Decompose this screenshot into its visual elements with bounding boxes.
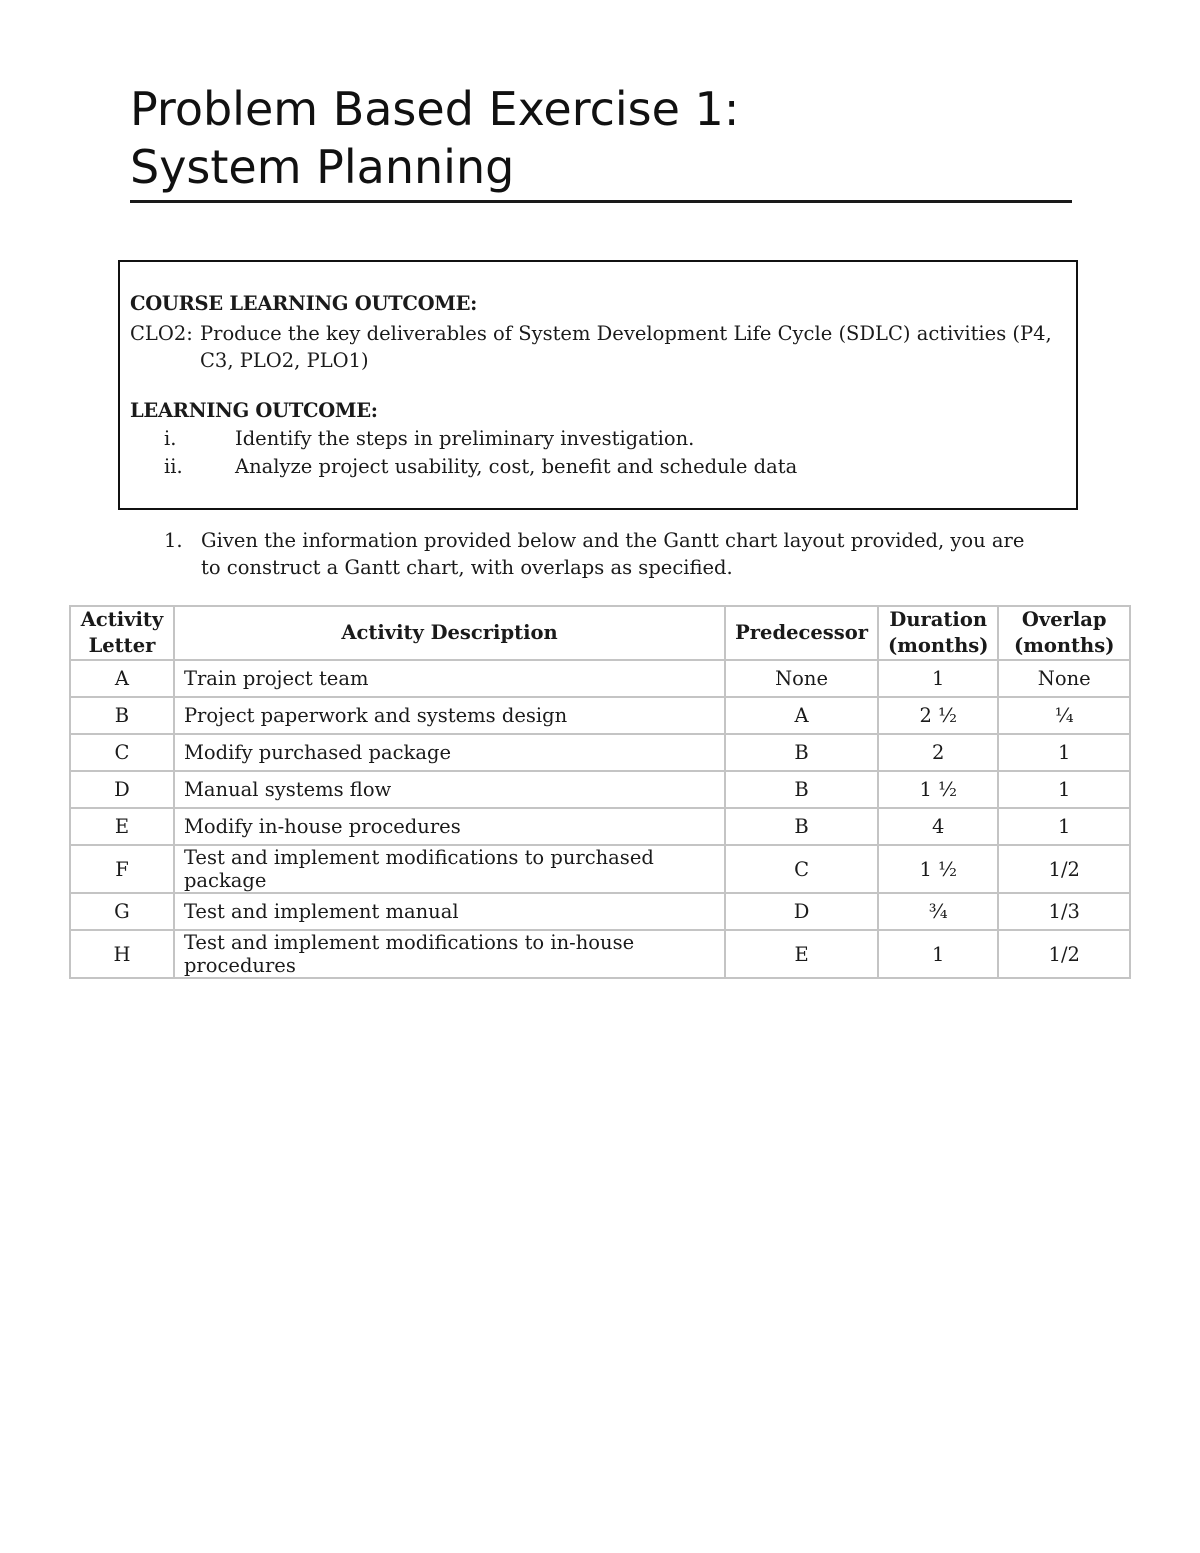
cell-predecessor: None bbox=[725, 660, 878, 697]
cell-overlap: 1 bbox=[998, 771, 1130, 808]
cell-predecessor: E bbox=[725, 930, 878, 978]
cell-predecessor: D bbox=[725, 893, 878, 930]
table-row bbox=[70, 845, 1130, 893]
learning-outcome-text: Identify the steps in preliminary investigation. bbox=[235, 427, 695, 450]
table-row bbox=[70, 808, 1130, 845]
cell-duration: 1 ½ bbox=[878, 771, 998, 808]
table-row bbox=[70, 930, 1130, 978]
cell-duration: 1 ½ bbox=[878, 845, 998, 893]
page-title bbox=[130, 80, 1072, 203]
clo-code: CLO2: bbox=[130, 322, 193, 345]
course-outcome-heading: COURSE LEARNING OUTCOME: bbox=[130, 292, 478, 315]
learning-outcome-item bbox=[130, 425, 1066, 453]
cell-duration: 1 bbox=[878, 660, 998, 697]
header-activity-letter-line2: Letter bbox=[88, 634, 156, 657]
cell-duration: 4 bbox=[878, 808, 998, 845]
learning-outcome-heading: LEARNING OUTCOME: bbox=[130, 399, 378, 422]
cell-overlap: ¼ bbox=[998, 697, 1130, 734]
title-line-2: System Planning bbox=[130, 140, 515, 194]
learning-outcome-item bbox=[130, 453, 1066, 481]
cell-predecessor: A bbox=[725, 697, 878, 734]
cell-activity-description: Project paperwork and systems design bbox=[174, 697, 725, 734]
question-instruction bbox=[164, 527, 1044, 581]
cell-predecessor: B bbox=[725, 734, 878, 771]
cell-duration: ¾ bbox=[878, 893, 998, 930]
clo-text: Produce the key deliverables of System Development Life Cycle (SDLC) activities (P4, C3, PLO2, PLO1) bbox=[200, 322, 1052, 372]
cell-predecessor: B bbox=[725, 771, 878, 808]
activity-table bbox=[69, 605, 1131, 979]
cell-duration: 2 bbox=[878, 734, 998, 771]
cell-activity-letter: C bbox=[70, 734, 174, 771]
learning-outcome-text: Analyze project usability, cost, benefit and schedule data bbox=[235, 455, 798, 478]
table-header-row bbox=[70, 606, 1130, 660]
header-activity-letter bbox=[70, 606, 174, 660]
table-row bbox=[70, 697, 1130, 734]
cell-activity-letter: G bbox=[70, 893, 174, 930]
cell-activity-letter: E bbox=[70, 808, 174, 845]
cell-activity-letter: H bbox=[70, 930, 174, 978]
clo-statement bbox=[130, 320, 1066, 374]
header-activity-description: Activity Description bbox=[174, 606, 725, 660]
cell-activity-description: Test and implement modifications to in-house procedures bbox=[174, 930, 725, 978]
table-row bbox=[70, 660, 1130, 697]
cell-overlap: None bbox=[998, 660, 1130, 697]
table-row bbox=[70, 734, 1130, 771]
cell-activity-description: Test and implement manual bbox=[174, 893, 725, 930]
learning-outcome-number: i. bbox=[164, 427, 177, 450]
title-line-1: Problem Based Exercise 1: bbox=[130, 82, 740, 136]
cell-predecessor: C bbox=[725, 845, 878, 893]
learning-outcome-number: ii. bbox=[164, 455, 183, 478]
cell-activity-letter: F bbox=[70, 845, 174, 893]
cell-activity-description: Manual systems flow bbox=[174, 771, 725, 808]
cell-activity-description: Modify purchased package bbox=[174, 734, 725, 771]
cell-predecessor: B bbox=[725, 808, 878, 845]
cell-duration: 2 ½ bbox=[878, 697, 998, 734]
cell-activity-letter: D bbox=[70, 771, 174, 808]
question-number: 1. bbox=[164, 529, 183, 552]
header-predecessor: Predecessor bbox=[725, 606, 878, 660]
cell-activity-description: Test and implement modifications to purchased package bbox=[174, 845, 725, 893]
table-row bbox=[70, 893, 1130, 930]
header-duration-line1: Duration bbox=[889, 608, 988, 631]
header-overlap bbox=[998, 606, 1130, 660]
cell-activity-letter: A bbox=[70, 660, 174, 697]
cell-overlap: 1/2 bbox=[998, 845, 1130, 893]
header-activity-letter-line1: Activity bbox=[80, 608, 164, 631]
learning-outcome-box bbox=[118, 260, 1078, 510]
question-text: Given the information provided below and the Gantt chart layout provided, you are to construct a Gantt chart, with overlaps as specified. bbox=[201, 529, 1025, 579]
cell-activity-letter: B bbox=[70, 697, 174, 734]
header-overlap-line2: (months) bbox=[1014, 634, 1115, 657]
cell-activity-description: Modify in-house procedures bbox=[174, 808, 725, 845]
header-duration bbox=[878, 606, 998, 660]
header-overlap-line1: Overlap bbox=[1021, 608, 1107, 631]
header-duration-line2: (months) bbox=[888, 634, 989, 657]
cell-duration: 1 bbox=[878, 930, 998, 978]
cell-overlap: 1 bbox=[998, 734, 1130, 771]
cell-overlap: 1/3 bbox=[998, 893, 1130, 930]
cell-overlap: 1/2 bbox=[998, 930, 1130, 978]
cell-activity-description: Train project team bbox=[174, 660, 725, 697]
table-row bbox=[70, 771, 1130, 808]
cell-overlap: 1 bbox=[998, 808, 1130, 845]
